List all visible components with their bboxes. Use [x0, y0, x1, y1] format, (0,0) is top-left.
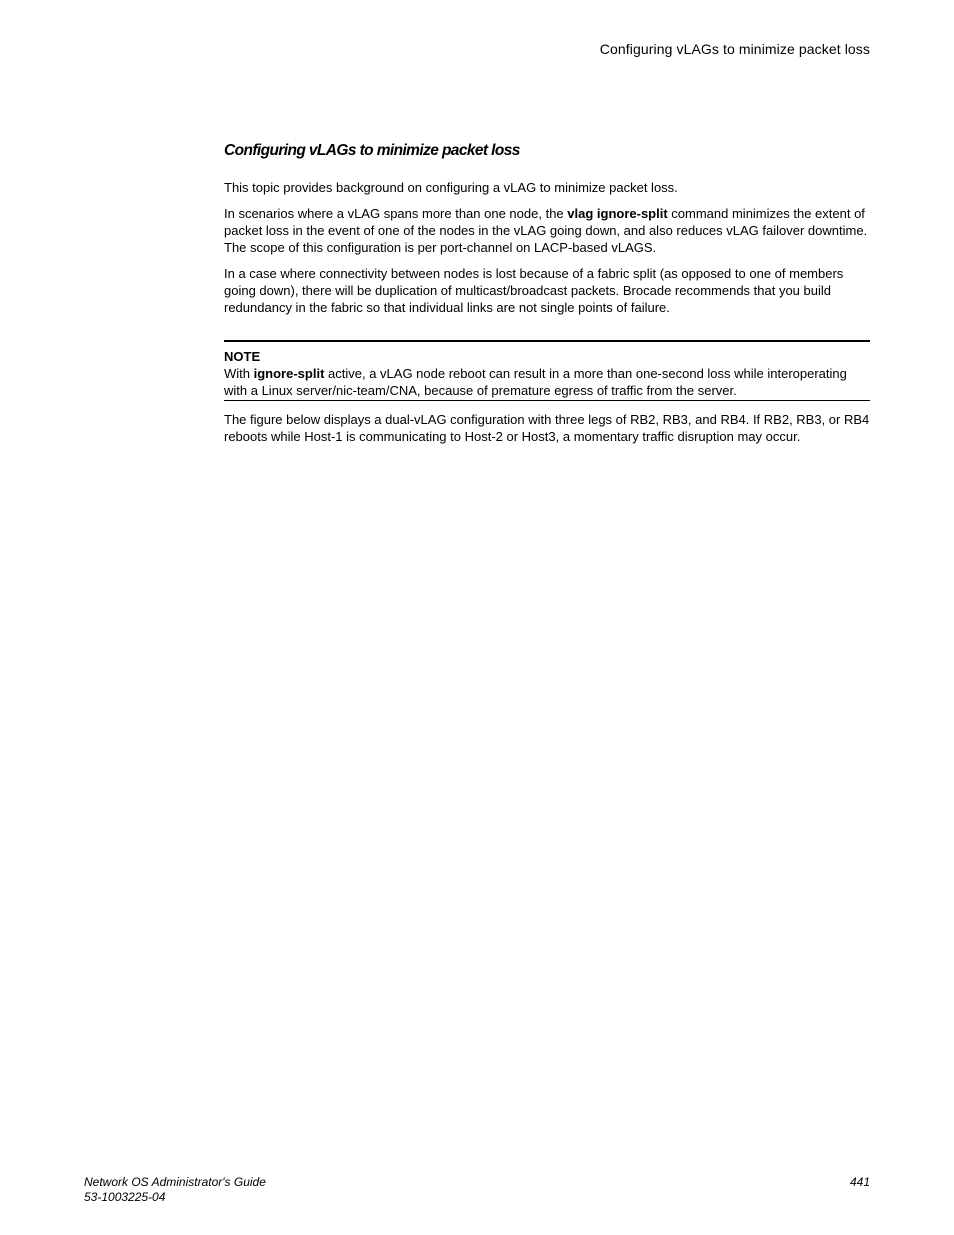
ignore-split-paragraph: [224, 205, 870, 256]
note-text-part: active, a vLAG node reboot can result in a more than one-second loss while interoperating with a Linux server/nic-team/CNA, because of premature egress of traffic from the server.: [224, 366, 847, 398]
intro-paragraph: This topic provides background on configuring a vLAG to minimize packet loss.: [224, 180, 678, 195]
note-label: NOTE: [224, 349, 261, 364]
command-name: vlag ignore-split: [567, 206, 668, 221]
running-header: Configuring vLAGs to minimize packet loss: [599, 41, 870, 57]
guide-title: Network OS Administrator's Guide: [84, 1175, 266, 1189]
note-keyword: ignore-split: [253, 366, 325, 381]
fabric-split-paragraph: In a case where connectivity between nodes is lost because of a fabric split (as opposed to one of members going down), there will be duplication of multicast/broadcast packets. Brocade recommends that you build redundancy in the fabric so that individual links are not single points of failure.: [224, 266, 844, 315]
section-title: Configuring vLAGs to minimize packet loss: [224, 142, 520, 159]
figure-description-paragraph: The figure below displays a dual-vLAG configuration with three legs of RB2, RB3, and RB4. If RB2, RB3, or RB4 reboots while Host-1 is communicating to Host-2 or Host3, a momentary traffic disruption may occur.: [224, 412, 870, 444]
footer-left: [84, 1175, 266, 1205]
note-text: [224, 365, 870, 399]
page-number: 441: [849, 1175, 870, 1189]
document-number: 53-1003225-04: [84, 1190, 166, 1204]
note-text-part: With: [224, 366, 254, 381]
paragraph-text: command minimizes the extent of packet loss in the event of one of the nodes in the vLAG going down, and also reduces vLAG failover downtime. The scope of this configuration is per port-channel on LACP-based vLAGS.: [224, 206, 868, 255]
paragraph-text: In scenarios where a vLAG spans more than one node, the: [224, 206, 568, 221]
page-content: [224, 140, 870, 454]
note-box: [224, 340, 870, 401]
